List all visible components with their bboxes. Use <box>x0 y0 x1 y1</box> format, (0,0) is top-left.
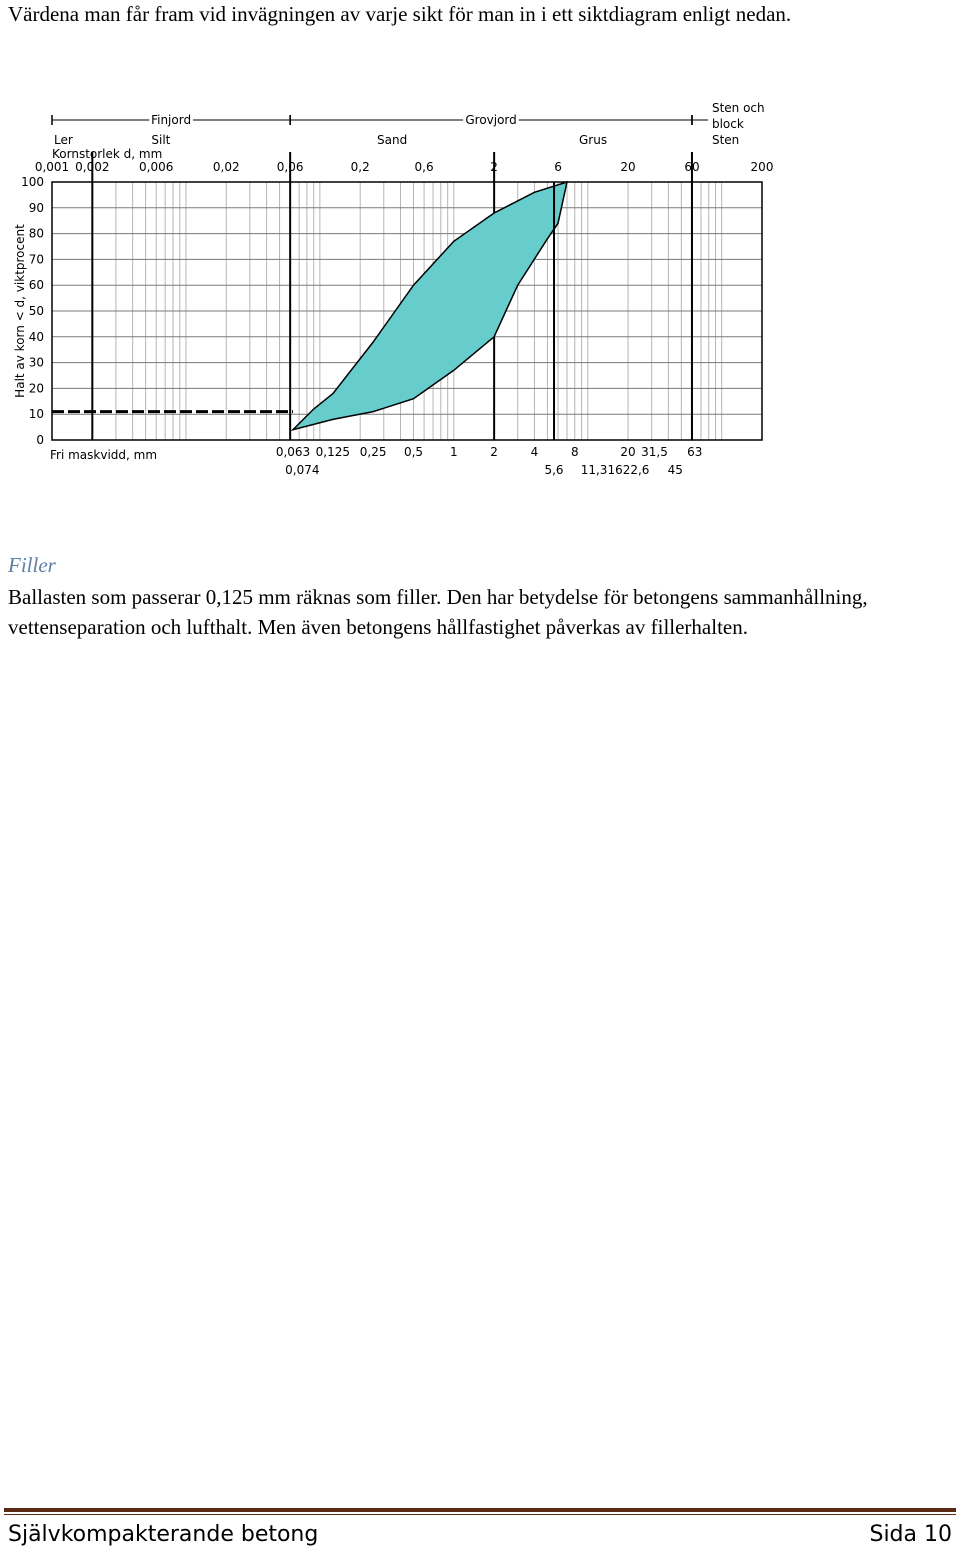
bottom-tick-label: 0,125 <box>315 445 351 459</box>
top-tick-label: 0,06 <box>276 160 304 174</box>
top-tick-label: 60 <box>684 160 700 174</box>
bottom-tick-label: 4 <box>530 445 539 459</box>
grading-chart-svg <box>10 96 780 481</box>
y-tick-label: 0 <box>36 433 44 447</box>
y-tick-label: 30 <box>28 355 44 370</box>
y-tick-label: 90 <box>28 200 44 215</box>
top-axis-label: Kornstorlek d, mm <box>52 147 163 161</box>
top-tick-label: 6 <box>554 160 562 174</box>
top-tick-label: 200 <box>750 160 774 174</box>
fraction-group-label: Sten och <box>711 101 765 115</box>
y-tick-label: 20 <box>28 381 44 396</box>
fraction-label: Grus <box>579 133 608 147</box>
bottom-tick-label: 63 <box>687 445 703 459</box>
y-tick-label: 40 <box>28 329 44 344</box>
bottom-tick-label: 5,6 <box>544 463 564 477</box>
y-tick-label: 50 <box>28 304 44 318</box>
top-tick-label: 0,002 <box>75 160 110 174</box>
top-tick-label: 20 <box>620 160 636 174</box>
bottom-tick-label: 31,5 <box>641 445 668 459</box>
fraction-label: Ler <box>54 133 73 147</box>
bottom-axis-label: Fri maskvidd, mm <box>50 448 158 462</box>
top-tick-label: 0,001 <box>34 160 70 174</box>
fraction-group-label: Grovjord <box>465 113 517 127</box>
y-tick-label: 70 <box>28 252 44 267</box>
top-tick-label: 0,006 <box>139 160 174 174</box>
y-tick-label: 100 <box>21 175 44 189</box>
bottom-tick-label: 0,074 <box>285 463 320 477</box>
bottom-tick-label: 11,31622,6 <box>580 463 650 477</box>
fraction-label: Sand <box>377 133 408 147</box>
footer-rule <box>4 1508 956 1512</box>
fraction-label: Silt <box>151 133 171 147</box>
top-tick-label: 0,02 <box>212 160 240 174</box>
bottom-tick-label: 1 <box>449 445 458 459</box>
footer-title: Självkompakterande betong <box>8 1521 319 1547</box>
page-number: Sida 10 <box>869 1521 952 1547</box>
y-tick-label: 10 <box>28 407 44 422</box>
fraction-group-label: Finjord <box>151 113 192 127</box>
y-tick-label: 80 <box>28 226 44 241</box>
bottom-tick-label: 0,063 <box>275 445 311 459</box>
intro-text: Värdena man får fram vid invägningen av varje sikt för man in i ett siktdiagram enligt nedan. <box>8 2 792 26</box>
top-tick-label: 0,2 <box>350 160 370 174</box>
section-heading: Filler <box>8 553 56 577</box>
top-tick-label: 2 <box>490 160 498 174</box>
fraction-label: Sten <box>711 133 740 147</box>
grading-chart <box>10 96 780 481</box>
fraction-group-label: block <box>711 117 744 131</box>
bottom-tick-label: 8 <box>570 445 579 459</box>
bottom-tick-label: 45 <box>667 463 683 477</box>
bottom-tick-label: 0,5 <box>403 445 424 459</box>
y-axis-label: Halt av korn < d, viktprocent <box>13 224 27 398</box>
grading-envelope <box>293 182 567 430</box>
section-body: Ballasten som passerar 0,125 mm räknas som filler. Den har betydelse för betongens sammanhållning, vettenseparation och lufthalt. Men även betongens hållfastighet påverkas av fillerhalten. <box>8 585 868 639</box>
bottom-tick-label: 2 <box>490 445 498 459</box>
bottom-tick-label: 0,25 <box>359 445 387 459</box>
footer-rule-thin <box>4 1514 956 1515</box>
top-tick-label: 0,6 <box>414 160 434 174</box>
bottom-tick-label: 20 <box>620 445 636 459</box>
page-footer <box>8 1519 952 1549</box>
y-tick-label: 60 <box>28 278 44 293</box>
